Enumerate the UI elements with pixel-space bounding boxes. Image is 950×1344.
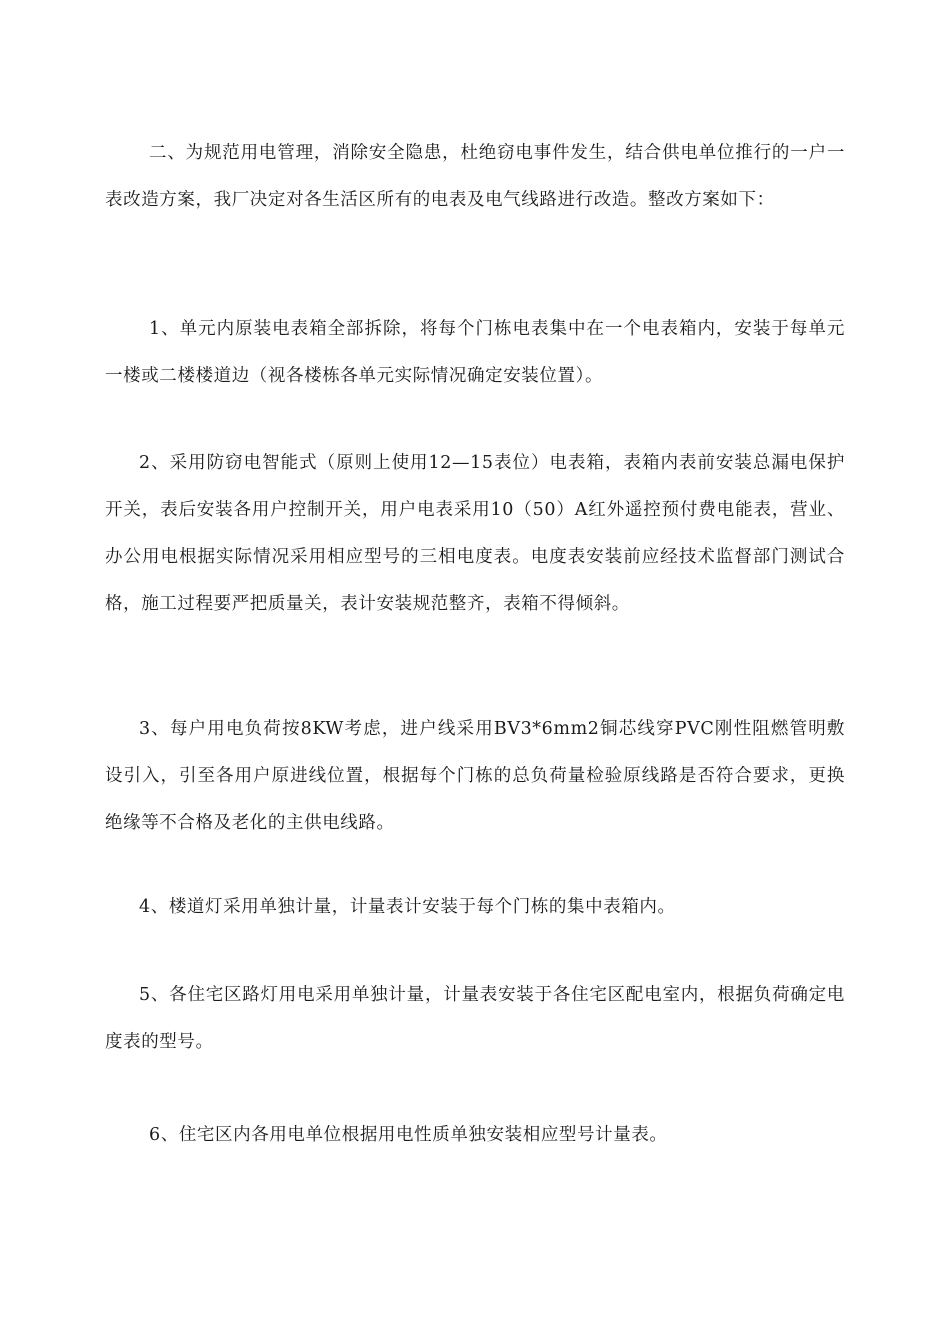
paragraph-item-4 bbox=[105, 884, 845, 931]
paragraph-item-6-text: 6、住宅区内各用电单位根据用电性质单独安装相应型号计量表。 bbox=[149, 1125, 668, 1145]
paragraph-item-6 bbox=[105, 1112, 845, 1159]
paragraph-item-5 bbox=[105, 972, 845, 1066]
paragraph-intro-text: 二、为规范用电管理，消除安全隐患，杜绝窃电事件发生，结合供电单位推行的一户一表改造方案，我厂决定对各生活区所有的电表及电气线路进行改造。整改方案如下： bbox=[105, 143, 845, 210]
paragraph-item-1 bbox=[105, 306, 845, 400]
paragraph-intro bbox=[105, 130, 845, 224]
paragraph-item-1-text: 1、单元内原装电表箱全部拆除，将每个门栋电表集中在一个电表箱内，安装于每单元一楼或二楼楼道边（视各楼栋各单元实际情况确定安装位置）。 bbox=[105, 319, 845, 386]
paragraph-item-2-text: 2、采用防窃电智能式（原则上使用12—15表位）电表箱，表箱内表前安装总漏电保护开关，表后安装各用户控制开关，用户电表采用10（50）A红外遥控预付费电能表，营业、办公用电根据实际情况采用相应型号的三相电度表。电度表安装前应经技术监督部门测试合格，施工过程要严把质量关，表计安装规范整齐，表箱不得倾斜。 bbox=[105, 453, 845, 614]
paragraph-item-2 bbox=[105, 440, 845, 628]
paragraph-item-3 bbox=[105, 706, 845, 847]
paragraph-item-5-text: 5、各住宅区路灯用电采用单独计量，计量表安装于各住宅区配电室内，根据负荷确定电度表的型号。 bbox=[105, 985, 845, 1052]
paragraph-item-3-text: 3、每户用电负荷按8KW考虑，进户线采用BV3*6mm2铜芯线穿PVC刚性阻燃管明敷设引入，引至各用户原进线位置，根据每个门栋的总负荷量检验原线路是否符合要求，更换绝缘等不合格及老化的主供电线路。 bbox=[105, 719, 845, 833]
paragraph-item-4-text: 4、楼道灯采用单独计量，计量表计安装于每个门栋的集中表箱内。 bbox=[139, 897, 676, 917]
